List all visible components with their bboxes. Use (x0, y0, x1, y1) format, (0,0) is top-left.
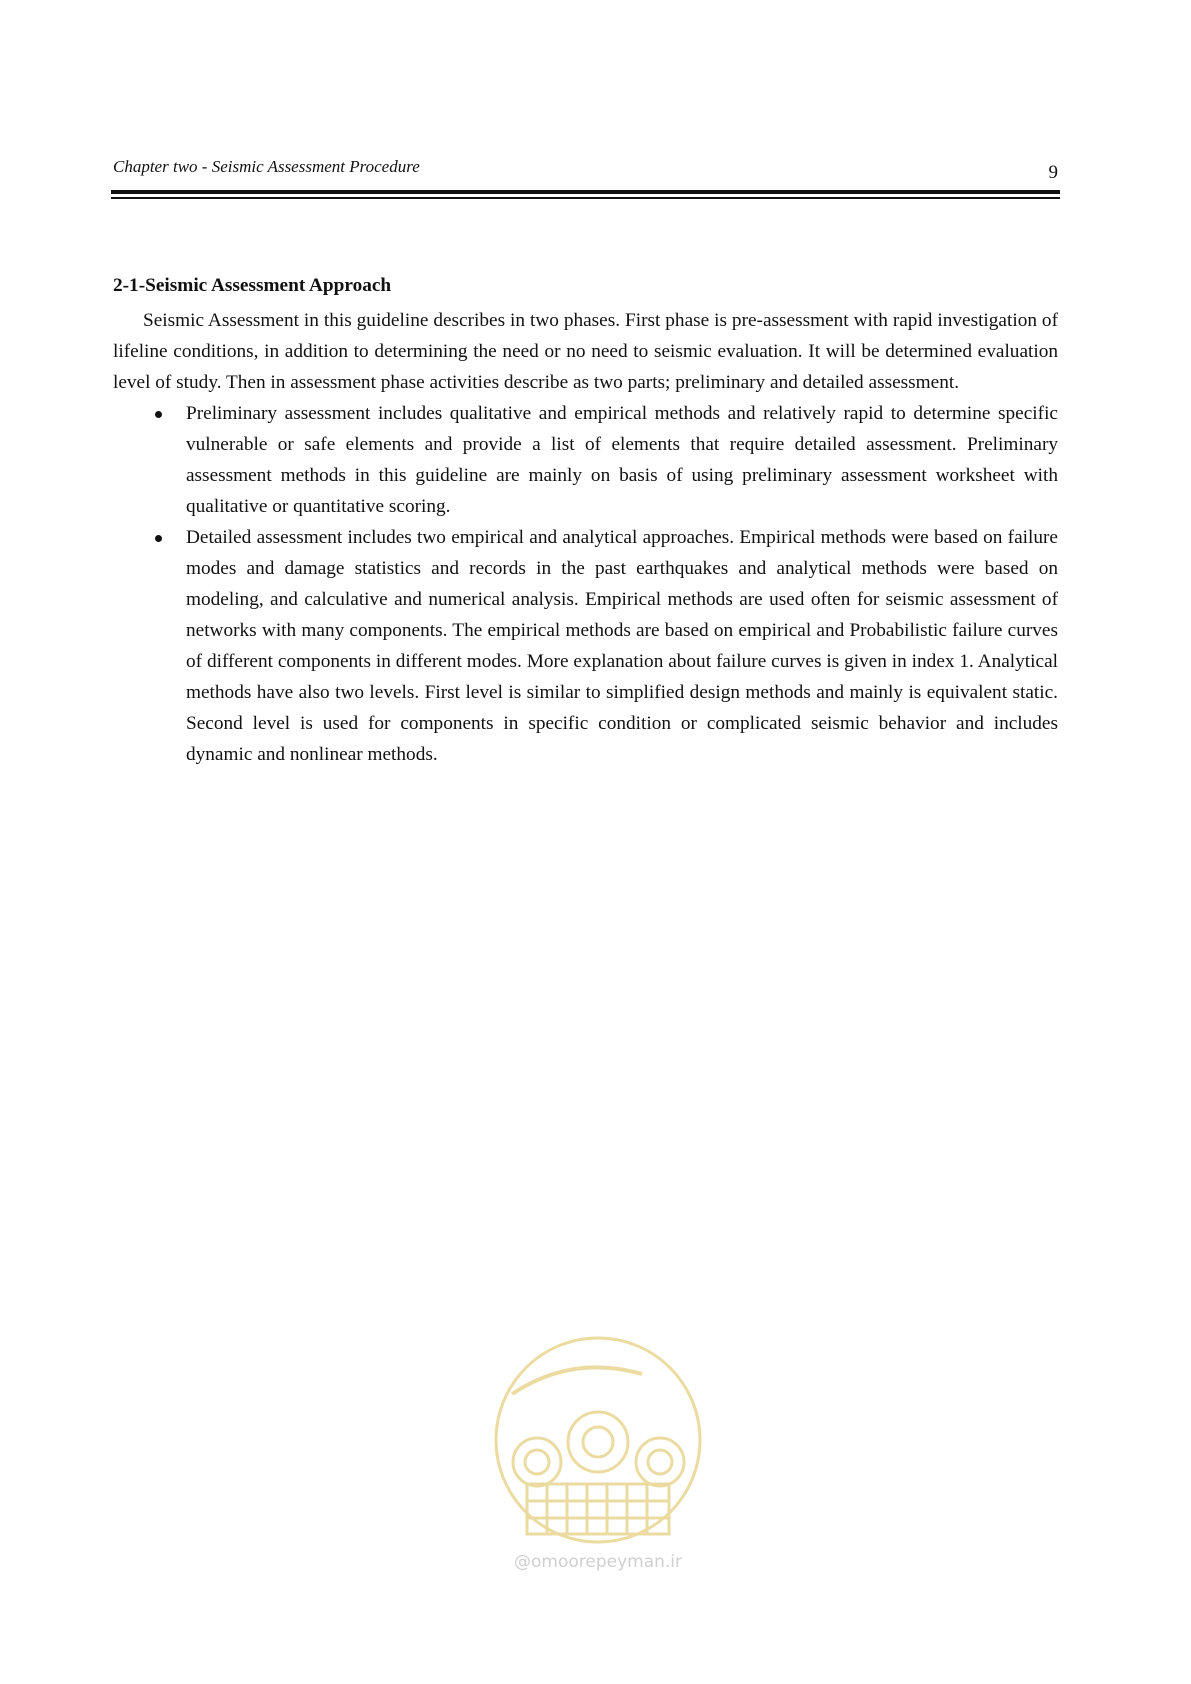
section-heading: 2-1-Seismic Assessment Approach (113, 275, 392, 296)
bullet-text: Preliminary assessment includes qualitative and empirical methods and relatively rapid to determine specific vulnerable or safe elements and provide a list of elements that require detailed assessment. Preliminary assessment methods in this guideline are mainly on basis of using preliminary assessment worksheet with qualitative or quantitative scoring. (186, 403, 1058, 517)
bullet-item-preliminary (113, 398, 1058, 522)
bullet-icon (155, 411, 162, 418)
bullet-text: Detailed assessment includes two empirical and analytical approaches. Empirical methods were based on failure modes and damage statistics and records in the past earthquakes and analytical methods were based on modeling, and calculative and numerical analysis. Empirical methods are used often for seismic assessment of networks with many components. The empirical methods are based on empirical and Probabilistic failure curves of different components in different modes. More explanation about failure curves is given in index 1. Analytical methods have also two levels. First level is similar to simplified design methods and mainly is equivalent static. Second level is used for components in specific condition or complicated seismic behavior and includes dynamic and nonlinear methods. (186, 527, 1058, 765)
bullet-item-detailed (113, 522, 1058, 770)
watermark-logo (492, 1334, 704, 1580)
bullet-list (113, 398, 1058, 770)
header-rule-thin (111, 197, 1060, 199)
header-rule-thick (111, 190, 1060, 194)
bullet-icon (155, 535, 162, 542)
watermark-url: @omoorepeyman.ir (513, 1552, 683, 1572)
page-header (113, 156, 1058, 184)
intro-paragraph: Seismic Assessment in this guideline describes in two phases. First phase is pre-assessment with rapid investigation of lifeline conditions, in addition to determining the need or no need to seismic evaluation. It will be determined evaluation level of study. Then in assessment phase activities describe as two parts; preliminary and detailed assessment. (113, 310, 1058, 393)
main-content (113, 270, 1058, 770)
watermark-emblem-icon (492, 1334, 704, 1546)
chapter-title: Chapter two - Seismic Assessment Procedure (113, 157, 420, 176)
page-number: 9 (1048, 162, 1058, 183)
